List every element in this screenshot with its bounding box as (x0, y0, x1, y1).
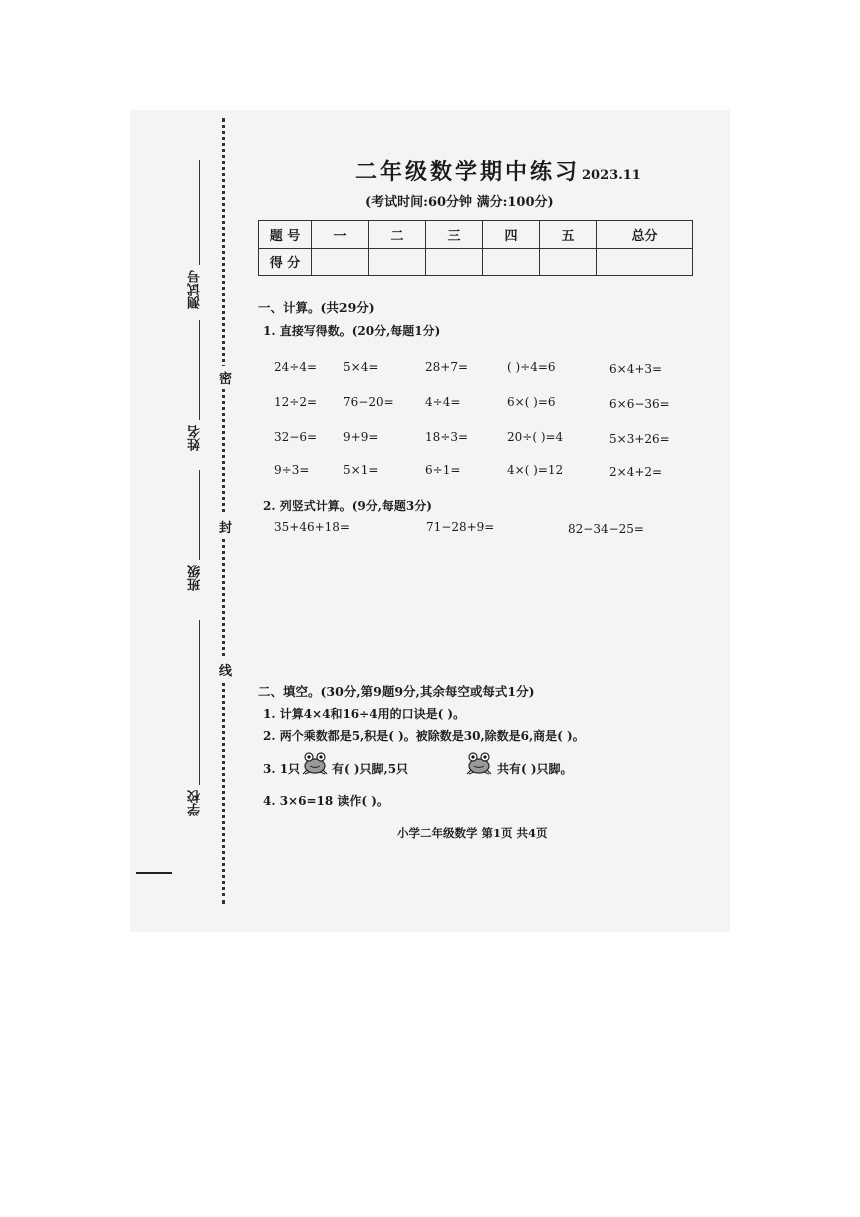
q1-item: 28+7= (425, 360, 469, 374)
q2-item: 35+46+18= (274, 520, 350, 534)
underline-class (199, 470, 200, 560)
q1-item: 12÷2= (274, 395, 318, 409)
binding-stub-line (136, 872, 172, 874)
s2-q3-part-a: 3. 1只 (263, 762, 301, 776)
q1-item: 76−20= (343, 395, 394, 409)
score-cell[interactable] (597, 248, 693, 276)
underline-exam-number (199, 160, 200, 265)
q1-item: 6×4+3= (609, 362, 663, 376)
score-cell[interactable] (483, 248, 540, 276)
score-header-cell: 四 (483, 221, 540, 249)
q1-item: 6×( )=6 (507, 395, 556, 409)
q1-item: 20÷( )=4 (507, 430, 564, 444)
frog-icon (465, 750, 493, 776)
s2-q1: 1. 计算4×4和16÷4用的口诀是( )。 (263, 707, 466, 721)
score-cell[interactable] (369, 248, 426, 276)
q1-item: 6÷1= (425, 463, 461, 477)
field-label-exam-number: 测试号 (188, 270, 203, 309)
q2-item: 82−34−25= (568, 522, 644, 536)
q1-item: 2×4+2= (609, 465, 663, 479)
section-1-heading: 一、计算。(共29分) (258, 300, 375, 315)
seal-char-xian: 线 (219, 658, 232, 681)
q1-item: 4÷4= (425, 395, 461, 409)
q1-item: 5×1= (343, 463, 379, 477)
q1-item: 5×3+26= (609, 432, 670, 446)
score-table (258, 220, 693, 276)
field-label-class: 班级 (188, 565, 203, 591)
q2-heading: 2. 列竖式计算。(9分,每题3分) (263, 499, 432, 513)
score-table-header-row (259, 221, 693, 249)
q1-item: 4×( )=12 (507, 463, 564, 477)
seal-char-mi: 密 (219, 366, 232, 389)
s2-q3-part-b: 有( )只脚,5只 (332, 762, 409, 776)
q1-item: 5×4= (343, 360, 379, 374)
q1-item: 18÷3= (425, 430, 469, 444)
field-label-name: 姓名 (188, 425, 203, 451)
frog-icon (301, 750, 329, 776)
score-header-cell: 总分 (597, 221, 693, 249)
title-year: 2023.11 (582, 168, 641, 183)
score-header-cell: 二 (369, 221, 426, 249)
page-title (355, 155, 641, 186)
score-cell[interactable] (312, 248, 369, 276)
score-cell[interactable] (540, 248, 597, 276)
field-label-school: 学校 (188, 790, 203, 816)
s2-q3-part-c: 共有( )只脚。 (497, 762, 573, 776)
score-header-cell: 题 号 (259, 221, 312, 249)
exam-info: (考试时间:60分钟 满分:100分) (365, 195, 554, 210)
q2-item: 71−28+9= (426, 520, 495, 534)
q1-item: ( )÷4=6 (507, 360, 556, 374)
score-header-cell: 三 (426, 221, 483, 249)
score-header-cell: 五 (540, 221, 597, 249)
score-cell[interactable] (426, 248, 483, 276)
score-table-score-row (259, 248, 693, 276)
seal-char-feng: 封 (219, 515, 232, 538)
title-text: 二年级数学期中练习 (355, 159, 581, 185)
s2-q4: 4. 3×6=18 读作( )。 (263, 794, 389, 808)
q1-item: 24÷4= (274, 360, 318, 374)
page-footer: 小学二年级数学 第1页 共4页 (397, 826, 548, 840)
q1-item: 9+9= (343, 430, 379, 444)
q1-item: 9÷3= (274, 463, 310, 477)
score-header-cell: 一 (312, 221, 369, 249)
section-2-heading: 二、填空。(30分,第9题9分,其余每空或每式1分) (258, 684, 535, 699)
q1-item: 6×6−36= (609, 397, 670, 411)
underline-name (199, 320, 200, 420)
s2-q2: 2. 两个乘数都是5,积是( )。被除数是30,除数是6,商是( )。 (263, 729, 585, 743)
score-row-label: 得 分 (259, 248, 312, 276)
q1-item: 32−6= (274, 430, 318, 444)
q1-heading: 1. 直接写得数。(20分,每题1分) (263, 324, 441, 338)
underline-school (199, 620, 200, 785)
binding-dotted-line (222, 118, 225, 904)
